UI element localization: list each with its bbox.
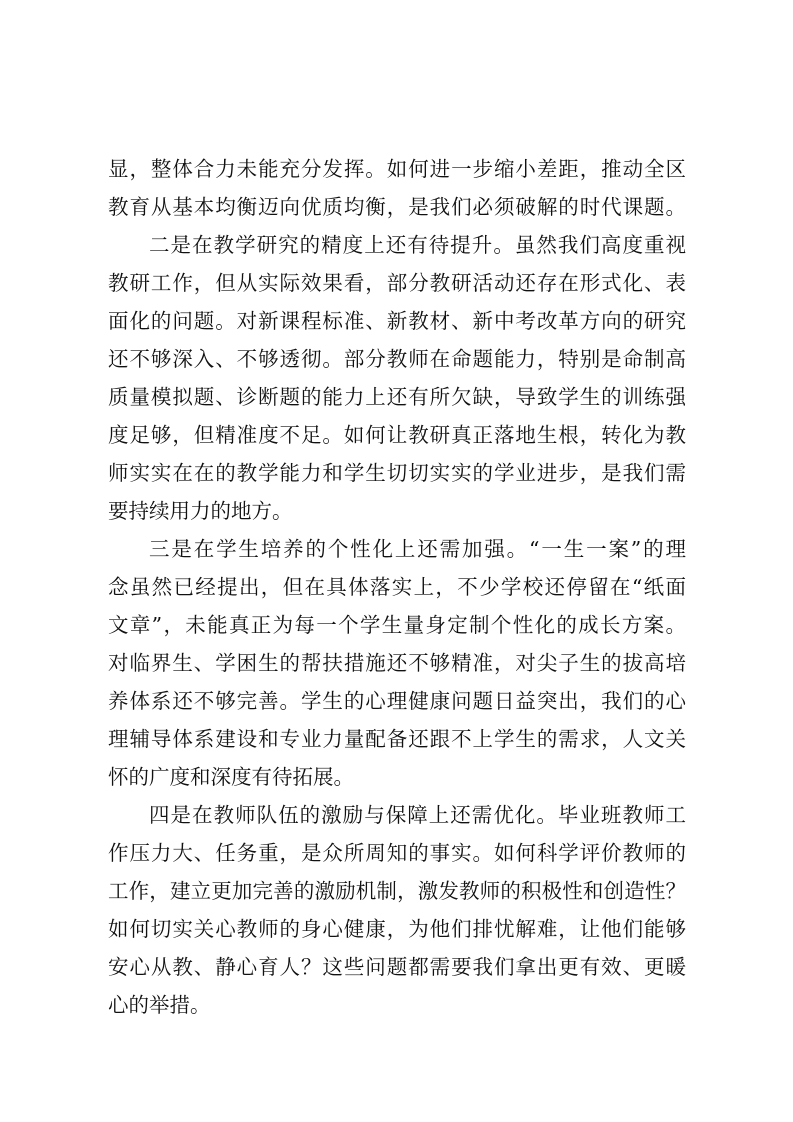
text-line: 度足够，但精准度不足。如何让教研真正落地生根，转化为教	[108, 423, 686, 447]
text-line: 作压力大、任务重，是众所周知的事实。如何科学评价教师的	[108, 841, 686, 865]
text-line: 面化的问题。对新课程标准、新教材、新中考改革方向的研究	[108, 309, 686, 333]
text-line: 工作，建立更加完善的激励机制，激发教师的积极性和创造性？	[108, 879, 686, 903]
text-line: 三是在学生培养的个性化上还需加强。“一生一案”的理	[149, 537, 686, 561]
text-line: 师实实在在的教学能力和学生切切实实的学业进步，是我们需	[108, 461, 686, 485]
text-line: 四是在教师队伍的激励与保障上还需优化。毕业班教师工	[149, 803, 686, 827]
text-line: 念虽然已经提出，但在具体落实上，不少学校还停留在“纸面	[108, 575, 686, 599]
text-line: 怀的广度和深度有待拓展。	[108, 765, 354, 789]
text-line: 教育从基本均衡迈向优质均衡，是我们必须破解的时代课题。	[108, 195, 686, 219]
text-line: 安心从教、静心育人？这些问题都需要我们拿出更有效、更暖	[108, 955, 686, 979]
text-line: 理辅导体系建设和专业力量配备还跟不上学生的需求，人文关	[108, 727, 686, 751]
paragraph-continuation	[108, 150, 686, 226]
text-line: 对临界生、学困生的帮扶措施还不够精准，对尖子生的拔高培	[108, 651, 686, 675]
paragraph-teacher-incentives	[108, 796, 686, 1024]
paragraph-student-development	[108, 530, 686, 796]
text-line: 质量模拟题、诊断题的能力上还有所欠缺，导致学生的训练强	[108, 385, 686, 409]
document-body	[108, 150, 686, 1024]
text-line: 养体系还不够完善。学生的心理健康问题日益突出，我们的心	[108, 689, 686, 713]
text-line: 二是在教学研究的精度上还有待提升。虽然我们高度重视	[149, 233, 686, 257]
text-line: 显，整体合力未能充分发挥。如何进一步缩小差距，推动全区	[108, 157, 686, 181]
paragraph-teaching-research	[108, 226, 686, 530]
text-line: 如何切实关心教师的身心健康，为他们排忧解难，让他们能够	[108, 917, 686, 941]
text-line: 还不够深入、不够透彻。部分教师在命题能力，特别是命制高	[108, 347, 686, 371]
text-line: 要持续用力的地方。	[108, 499, 293, 523]
text-line: 心的举措。	[108, 993, 211, 1017]
text-line: 教研工作，但从实际效果看，部分教研活动还存在形式化、表	[108, 271, 686, 295]
text-line: 文章”，未能真正为每一个学生量身定制个性化的成长方案。	[108, 613, 686, 637]
